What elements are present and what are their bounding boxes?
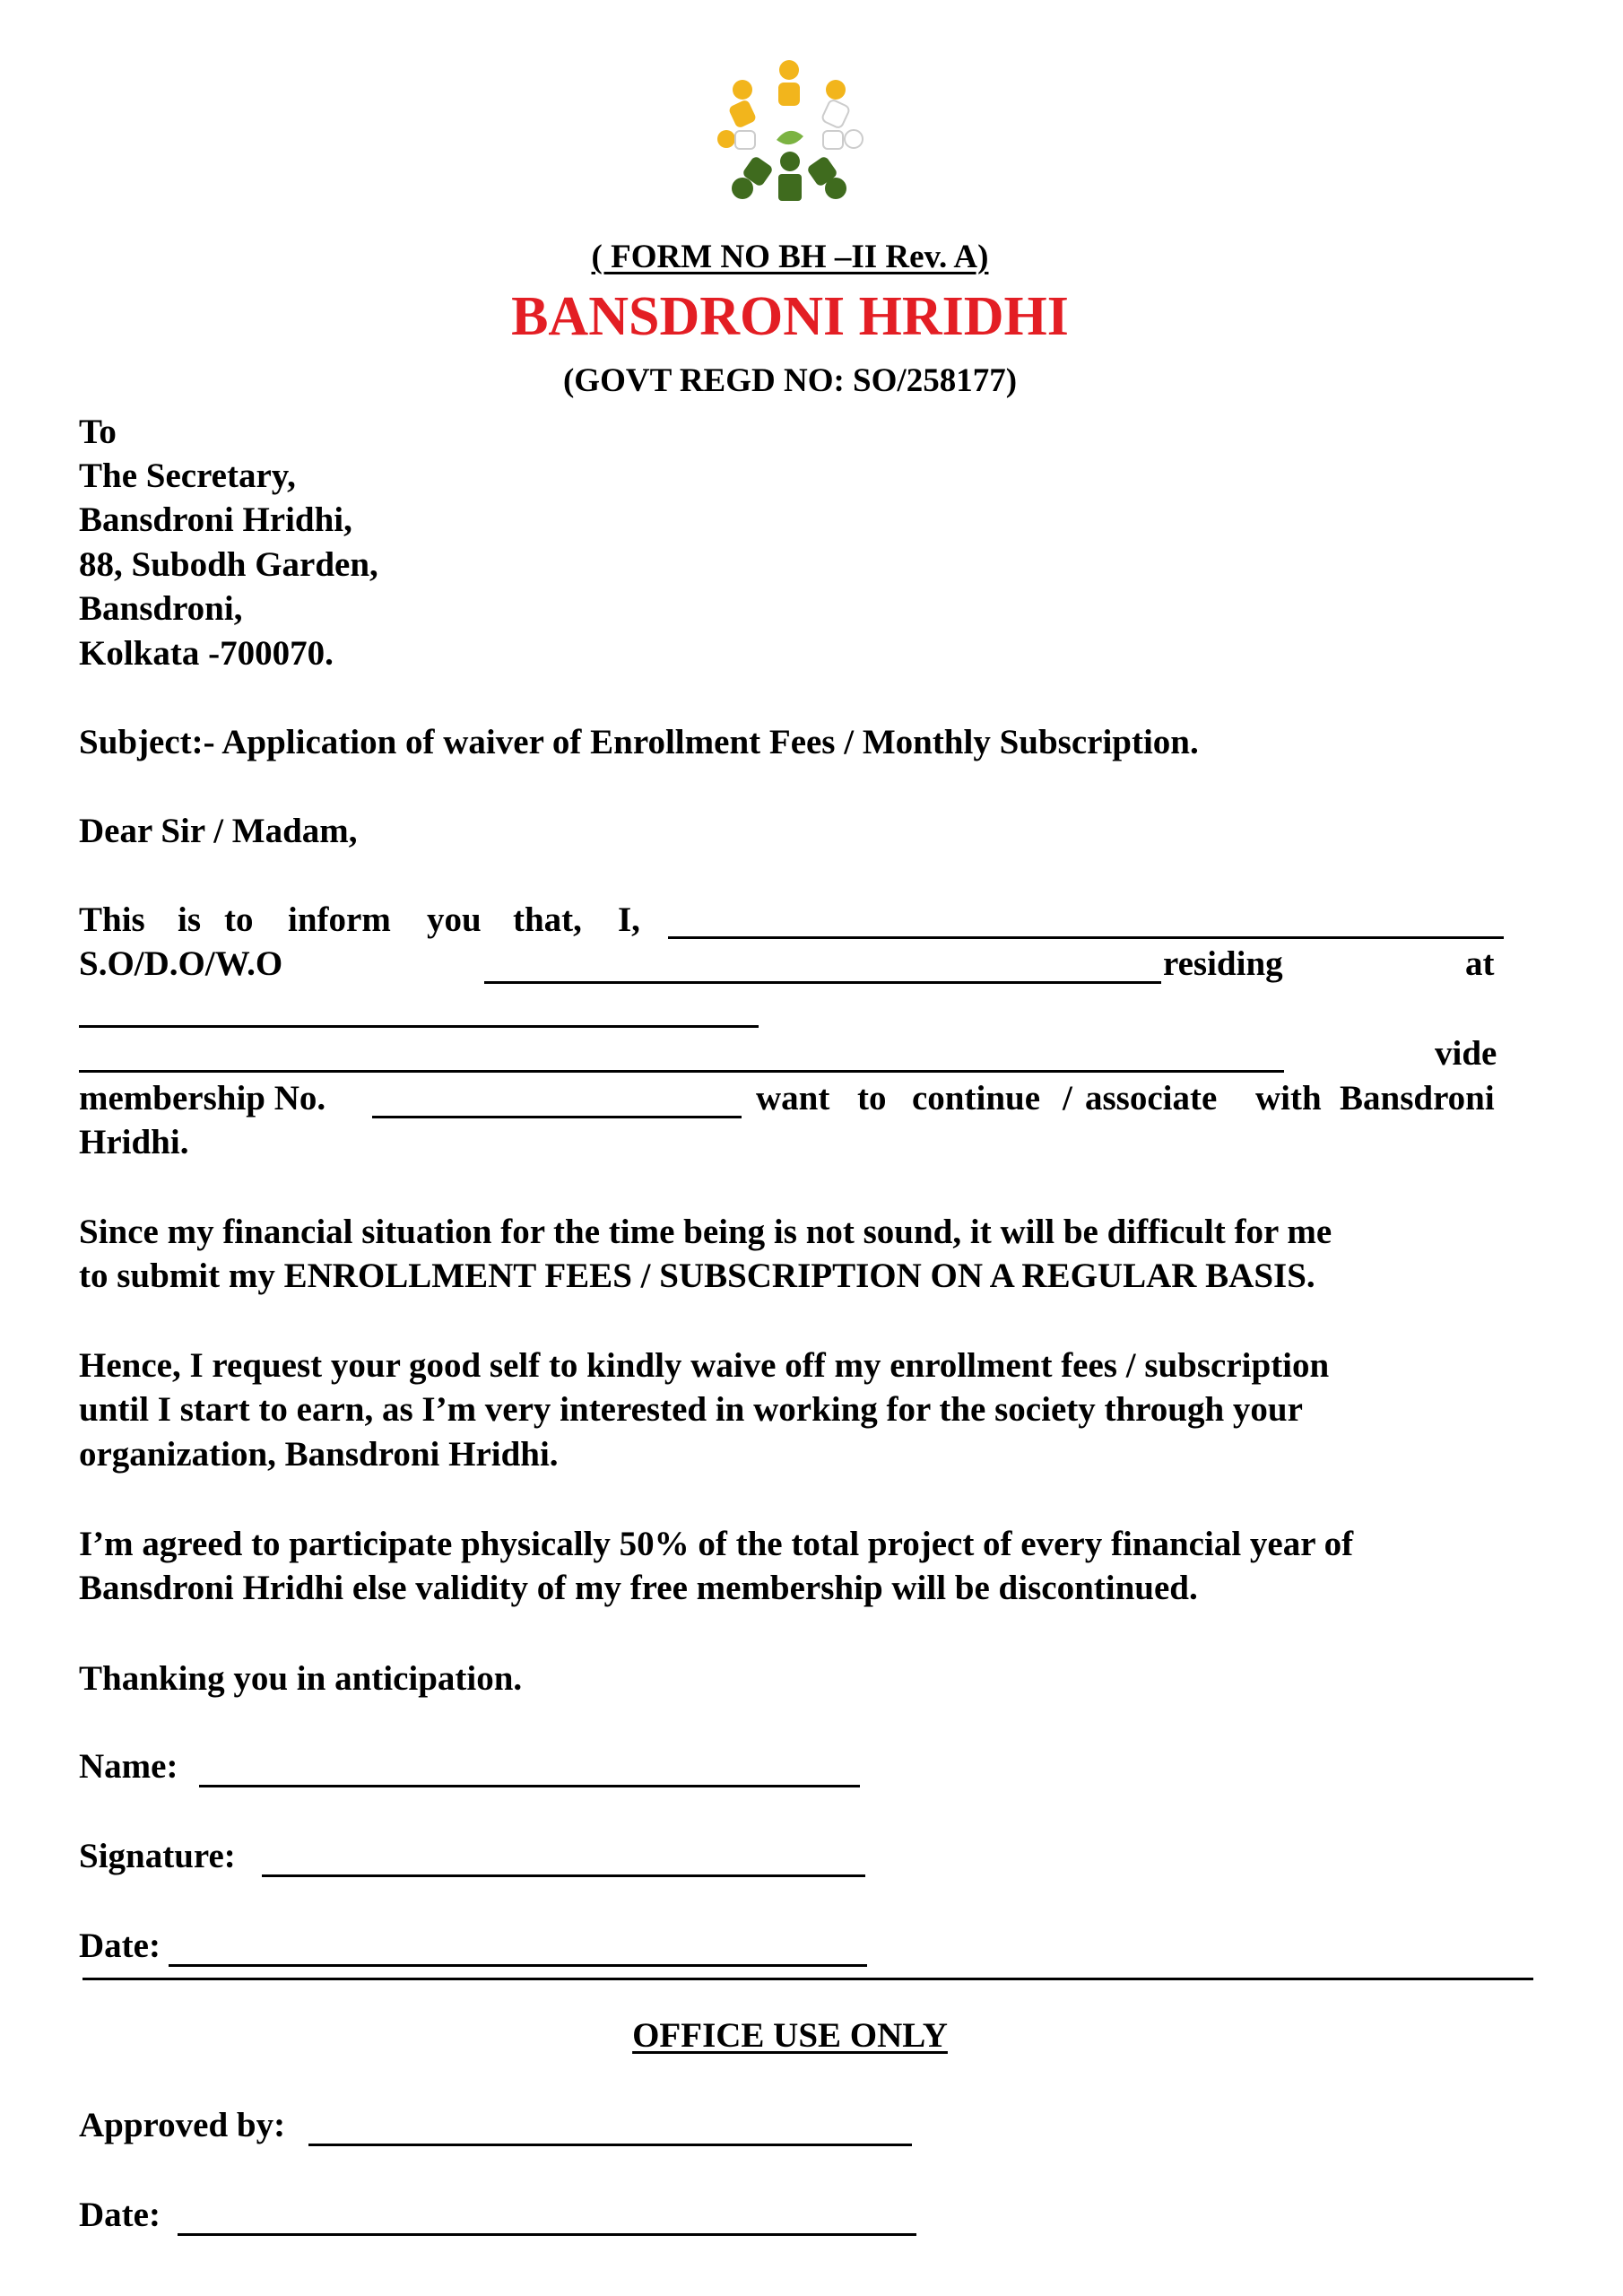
vide-label: vide [1435,1034,1497,1073]
membership-number-blank[interactable] [372,1116,742,1118]
applicant-name-blank[interactable] [668,936,1504,939]
intro-word: is [178,900,202,939]
financial-paragraph-line: to submit my ENROLLMENT FEES / SUBSCRIPTION ON A REGULAR BASIS. [79,1257,1315,1295]
date-label: Date: [79,1926,161,1965]
office-date-label: Date: [79,2196,161,2234]
request-paragraph-line: Hence, I request your good self to kindly waive off my enrollment fees / subscription [79,1346,1330,1385]
signature-label: Signature: [79,1837,236,1875]
continue-word: Bansdroni [1340,1079,1495,1118]
office-use-heading: OFFICE USE ONLY [632,2016,948,2055]
financial-paragraph-line: Since my financial situation for the time being is not sound, it will be difficult for me [79,1213,1332,1251]
continue-word: with [1255,1079,1322,1118]
request-paragraph-line: organization, Bansdroni Hridhi. [79,1435,559,1474]
continue-word: / [1063,1079,1072,1118]
address-line: 88, Subodh Garden, [79,545,378,584]
registration-number: (GOVT REGD NO: SO/258177) [562,362,1018,399]
closing-line: Thanking you in anticipation. [79,1659,523,1698]
sodowo-label: S.O/D.O/W.O [79,944,283,983]
hridhi-word: Hridhi. [79,1123,189,1161]
residing-label: residing [1163,944,1283,983]
signature-blank[interactable] [262,1874,865,1877]
office-date-blank[interactable] [178,2233,916,2236]
membership-label: membership No. [79,1079,326,1118]
name-blank[interactable] [199,1785,860,1787]
organization-logo [699,54,879,215]
address-line: Bansdroni Hridhi, [79,500,352,539]
subject-line: Subject:- Application of waiver of Enrollment Fees / Monthly Subscription. [79,723,1199,761]
address-line: Bansdroni, [79,589,243,628]
continue-word: want [756,1079,830,1118]
guardian-name-blank[interactable] [484,981,1161,984]
address-to: To [79,413,117,451]
agreement-paragraph-line: Bansdroni Hridhi else validity of my free membership will be discontinued. [79,1569,1198,1607]
address-blank-2[interactable] [79,1070,1284,1073]
continue-word: associate [1085,1079,1218,1118]
intro-word: you [427,900,482,939]
address-line: The Secretary, [79,457,296,495]
intro-word: that, [513,900,582,939]
approved-by-label: Approved by: [79,2106,286,2144]
organization-name: BANSDRONI HRIDHI [511,286,1069,347]
name-label: Name: [79,1747,178,1786]
continue-word: to [857,1079,887,1118]
continue-word: continue [912,1079,1041,1118]
office-separator-line [82,1978,1533,1980]
form-number: ( FORM NO BH –II Rev. A) [591,239,989,275]
request-paragraph-line: until I start to earn, as I’m very interested in working for the society through your [79,1390,1303,1429]
intro-word: This [79,900,145,939]
agreement-paragraph-line: I’m agreed to participate physically 50% of the total project of every financial year of [79,1525,1354,1563]
date-blank[interactable] [169,1964,867,1967]
at-label: at [1465,944,1495,983]
intro-word: I, [618,900,640,939]
address-blank-1[interactable] [79,1025,759,1028]
salutation: Dear Sir / Madam, [79,812,358,850]
approved-by-blank[interactable] [308,2144,912,2146]
intro-word: to [224,900,254,939]
intro-word: inform [288,900,391,939]
address-line: Kolkata -700070. [79,634,334,673]
